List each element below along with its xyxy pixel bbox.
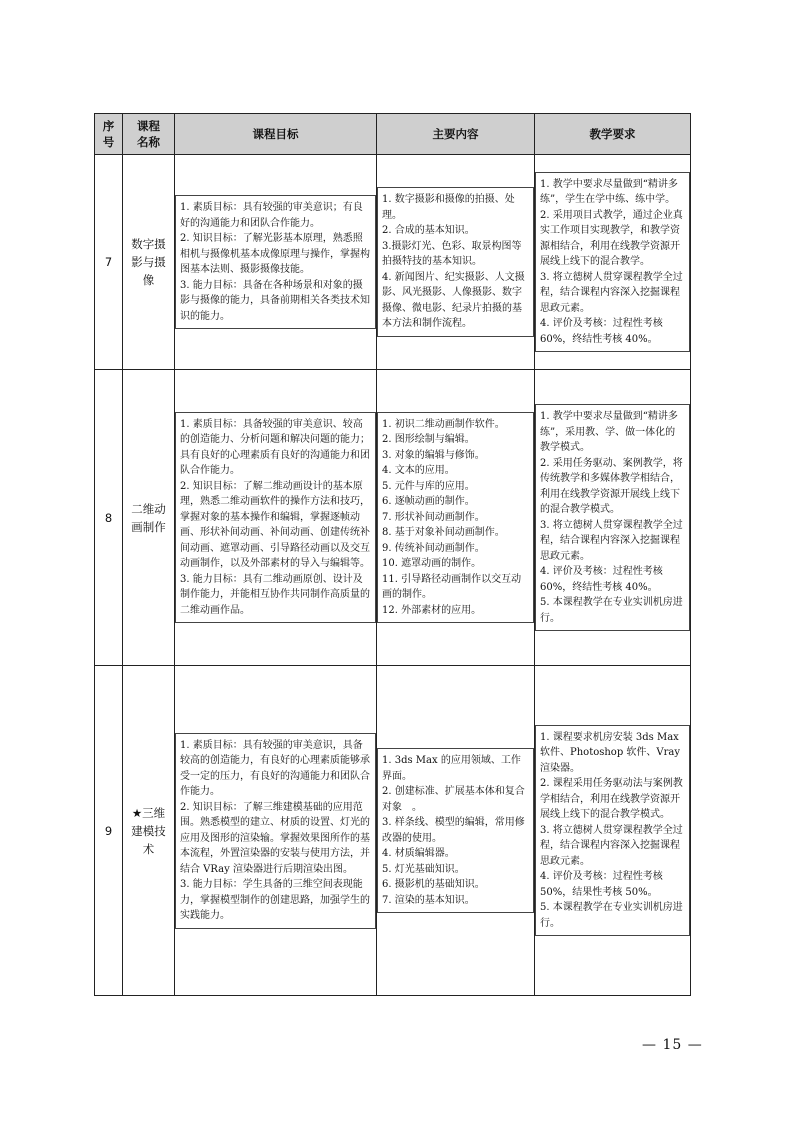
row-no: 8 xyxy=(95,370,123,666)
goal-box xyxy=(175,195,376,329)
req-item: 2. 课程采用任务驱动法与案例教学相结合，利用在线教学资源开展线上线下的混合教学模式。 xyxy=(540,778,683,821)
header-no: 序号 xyxy=(95,114,123,155)
row-course-name: ★三维建模技术 xyxy=(123,666,175,996)
header-content: 主要内容 xyxy=(377,114,535,155)
row-req-cell xyxy=(535,666,691,996)
req-item: 5. 本课程教学在专业实训机房进行。 xyxy=(540,597,683,624)
goal-box xyxy=(175,733,376,929)
goal-item: 2. 知识目标：了解光影基本原理，熟悉照相机与摄像机基本成像原理与操作，掌握构图基本法则、摄影摄像技能。 xyxy=(180,233,370,275)
row-goal-cell xyxy=(175,370,377,666)
content-item: 2. 创建标准、扩展基本体和复合对象 。 xyxy=(382,786,525,813)
content-item: 6. 摄影机的基础知识。 xyxy=(382,879,485,890)
row-content-cell xyxy=(377,155,535,370)
header-goal: 课程目标 xyxy=(175,114,377,155)
content-item: 3. 对象的编辑与修饰。 xyxy=(382,449,485,461)
content-item: 1. 3ds Max 的应用领域、工作界面。 xyxy=(382,755,521,782)
goal-item: 1. 素质目标：具备较强的审美意识、较高的创造能力、分析问题和解决问题的能力；具有良好的心理素质有良好的沟通能力和团队合作能力。 xyxy=(180,418,370,477)
content-item: 1. 数字摄影和摄像的拍摄、处理。 xyxy=(382,194,515,221)
row-no: 9 xyxy=(95,666,123,996)
row-goal-cell xyxy=(175,666,377,996)
header-name: 课程名称 xyxy=(123,114,175,155)
content-item: 12. 外部素材的应用。 xyxy=(382,604,482,616)
row-goal-cell xyxy=(175,155,377,370)
req-item: 3. 将立德树人贯穿课程教学全过程，结合课程内容深入挖掘课程思政元素。 xyxy=(540,519,683,562)
row-no: 7 xyxy=(95,155,123,370)
req-item: 1. 教学中要求尽量做到“精讲多练”，采用教、学、做一体化的教学模式。 xyxy=(540,411,678,453)
content-item: 3.摄影灯光、色彩、取景构图等拍摄特技的基本知识。 xyxy=(382,240,522,268)
page-number: — 15 — xyxy=(642,1037,703,1053)
row-req-cell xyxy=(535,370,691,666)
goal-item: 2. 知识目标：了解二维动画设计的基本原理，熟悉二维动画软件的操作方法和技巧，掌握对象的基本操作和编辑，掌握逐帧动画、形状补间动画、补间动画、创建传统补间动画、遮罩动画、引导路径动画以及交互动画制作，以及外部素材的导入与编辑等。 xyxy=(180,480,370,570)
req-item: 1. 课程要求机房安装 3ds Max 软件、Photoshop 软件、Vray 渲染器。 xyxy=(540,731,681,774)
content-item: 4. 材质编辑器。 xyxy=(382,848,455,859)
req-item: 1. 教学中要求尽量做到“精讲多练”，学生在学中练、练中学。 xyxy=(540,178,678,206)
content-box xyxy=(377,412,534,624)
table-row xyxy=(95,370,691,666)
goal-item: 2. 知识目标：了解三维建模基础的应用范围。熟悉模型的建立、材质的设置、灯光的应用及图形的渲染输。掌握效果图所作的基本流程，外置渲染器的安装与使用方法，并结合 VRay 渲染器进行后期渲染出图。 xyxy=(180,801,370,875)
req-item: 3. 将立德树人贯穿课程教学全过程，结合课程内容深入挖掘课程思政元素。 xyxy=(540,824,683,867)
content-item: 5. 元件与库的应用。 xyxy=(382,480,475,492)
req-box xyxy=(535,404,690,631)
content-item: 7. 渲染的基本知识。 xyxy=(382,894,475,906)
table-row xyxy=(95,155,691,370)
content-item: 6. 逐帧动画的制作。 xyxy=(382,496,475,508)
req-item: 2. 采用项目式教学，通过企业真实工作项目实现教学，和教学资源相结合，利用在线教学资源开展线上线下的混合教学。 xyxy=(540,209,683,268)
content-item: 11. 引导路径动画制作以交互动画的制作。 xyxy=(382,573,522,601)
content-item: 10. 遮罩动画的制作。 xyxy=(382,558,482,570)
row-course-name: 数字摄影与摄像 xyxy=(123,155,175,370)
row-course-name: 二维动画制作 xyxy=(123,370,175,666)
req-box xyxy=(535,725,690,937)
table-header-row xyxy=(95,114,691,155)
req-box xyxy=(535,172,690,353)
content-item: 2. 合成的基本知识。 xyxy=(382,225,475,237)
req-item: 4. 评价及考核：过程性考核 60%，终结性考核 40%。 xyxy=(540,566,663,593)
goal-item: 3. 能力目标：学生具备的三维空间表现能力，掌握模型制作的创建思路，加强学生的实践能力。 xyxy=(180,879,370,921)
req-item: 4. 评价及考核：过程性考核 50%，结果性考核 50%。 xyxy=(540,871,663,898)
goal-item: 3. 能力目标：具有二维动画原创、设计及制作能力，并能相互协作共同制作高质量的二维动画作品。 xyxy=(180,573,370,616)
row-req-cell xyxy=(535,155,691,370)
content-box xyxy=(377,748,534,913)
content-item: 3. 样条线、模型的编辑，常用修改器的使用。 xyxy=(382,817,525,844)
course-table xyxy=(94,113,691,996)
content-item: 8. 基于对象补间动画制作。 xyxy=(382,527,505,539)
req-item: 4. 评价及考核：过程性考核 60%，终结性考核 40%。 xyxy=(540,318,663,345)
header-req: 教学要求 xyxy=(535,114,691,155)
goal-item: 3. 能力目标：具备在各种场景和对象的摄影与摄像的能力，具备前期相关各类技术知识的能力。 xyxy=(180,279,370,322)
row-content-cell xyxy=(377,666,535,996)
req-item: 5. 本课程教学在专业实训机房进行。 xyxy=(540,902,683,929)
content-item: 4. 文本的应用。 xyxy=(382,465,455,477)
goal-item: 1. 素质目标：具有较强的审美意识，具备较高的创造能力，有良好的心理素质能够承受一定的压力，有良好的沟通能力和团队合作能力。 xyxy=(180,739,370,797)
content-item: 4. 新闻图片、纪实摄影、人文摄影、风光摄影、人像摄影、数字摄像、微电影、纪录片拍摄的基本方法和制作流程。 xyxy=(382,271,525,330)
table-row xyxy=(95,666,691,996)
content-item: 2. 图形绘制与编辑。 xyxy=(382,434,475,446)
content-box xyxy=(377,187,534,337)
content-item: 1. 初识二维动画制作软件。 xyxy=(382,418,505,430)
content-item: 7. 形状补间动画制作。 xyxy=(382,511,485,523)
req-item: 3. 将立德树人贯穿课程教学全过程，结合课程内容深入挖掘课程思政元素。 xyxy=(540,271,683,314)
content-item: 9. 传统补间动画制作。 xyxy=(382,542,485,554)
row-content-cell xyxy=(377,370,535,666)
goal-item: 1. 素质目标：具有较强的审美意识；有良好的沟通能力和团队合作能力。 xyxy=(180,202,363,229)
content-item: 5. 灯光基础知识。 xyxy=(382,863,465,875)
req-item: 2. 采用任务驱动、案例教学，将传统教学和多媒体教学相结合，利用在线教学资源开展线上线下的混合教学模式。 xyxy=(540,457,683,515)
goal-box xyxy=(175,412,376,624)
